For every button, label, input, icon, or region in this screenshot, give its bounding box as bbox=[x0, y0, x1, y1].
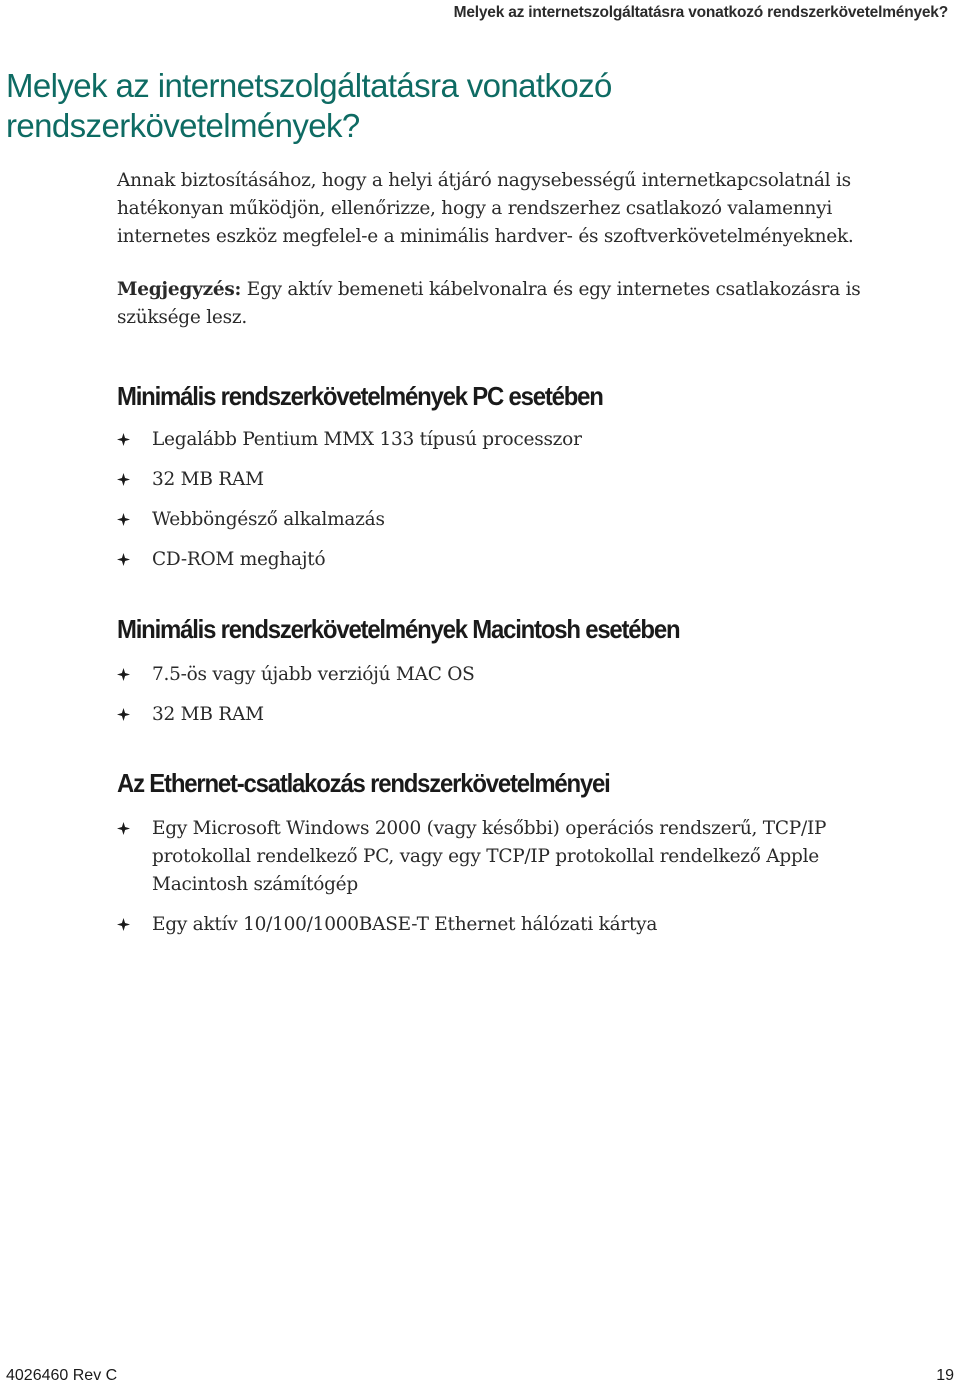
section-heading-ethernet: Az Ethernet-csatlakozás rendszerkövetelményei bbox=[117, 768, 610, 798]
bullet-icon bbox=[117, 918, 130, 931]
list-item bbox=[117, 546, 917, 574]
list-item bbox=[117, 815, 917, 899]
list-item-text: CD-ROM meghajtó bbox=[152, 549, 326, 570]
list-item bbox=[117, 661, 917, 689]
footer-page-number: 19 bbox=[936, 1367, 954, 1384]
bullet-icon bbox=[117, 433, 130, 446]
list-item-text: Webböngésző alkalmazás bbox=[152, 509, 385, 530]
list-item-text: 32 MB RAM bbox=[152, 704, 264, 725]
list-item bbox=[117, 911, 917, 939]
mac-requirements-list bbox=[117, 661, 917, 741]
section-heading-mac: Minimális rendszerkövetelmények Macintosh esetében bbox=[117, 614, 680, 644]
bullet-icon bbox=[117, 513, 130, 526]
list-item-text: Egy aktív 10/100/1000BASE-T Ethernet hálózati kártya bbox=[152, 914, 658, 935]
running-header: Melyek az internetszolgáltatásra vonatkozó rendszerkövetelmények? bbox=[453, 4, 948, 21]
bullet-icon bbox=[117, 668, 130, 681]
list-item bbox=[117, 426, 917, 454]
bullet-icon bbox=[117, 708, 130, 721]
footer-doc-id: 4026460 Rev C bbox=[6, 1367, 118, 1384]
list-item bbox=[117, 466, 917, 494]
list-item bbox=[117, 701, 917, 729]
list-item-text: Egy Microsoft Windows 2000 (vagy későbbi) operációs rendszerű, TCP/IP protokollal rendelkező PC, vagy egy TCP/IP protokollal rendelkező Apple Macintosh számítógép bbox=[152, 818, 827, 895]
bullet-icon bbox=[117, 473, 130, 486]
list-item-text: 32 MB RAM bbox=[152, 469, 264, 490]
list-item bbox=[117, 506, 917, 534]
bullet-icon bbox=[117, 822, 130, 835]
list-item-text: 7.5-ös vagy újabb verziójú MAC OS bbox=[152, 664, 475, 685]
list-item-text: Legalább Pentium MMX 133 típusú processzor bbox=[152, 429, 582, 450]
bullet-icon bbox=[117, 553, 130, 566]
intro-paragraph: Annak biztosításához, hogy a helyi átjáró nagysebességű internetkapcsolatnál is hatékonyan működjön, ellenőrizze, hogy a rendszerhez csatlakozó valamennyi internetes eszköz megfelel-e a minimális hardver- és szoftverkövetelményeknek. bbox=[117, 170, 854, 247]
section-heading-pc: Minimális rendszerkövetelmények PC esetében bbox=[117, 381, 603, 411]
note-label: Megjegyzés: bbox=[117, 279, 242, 300]
ethernet-requirements-list bbox=[117, 815, 917, 951]
note-paragraph bbox=[117, 276, 917, 332]
note-text: Egy aktív bemeneti kábelvonalra és egy internetes csatlakozásra is szüksége lesz. bbox=[117, 279, 861, 328]
page-title: Melyek az internetszolgáltatásra vonatkozó rendszerkövetelmények? bbox=[6, 67, 612, 144]
pc-requirements-list bbox=[117, 426, 917, 586]
